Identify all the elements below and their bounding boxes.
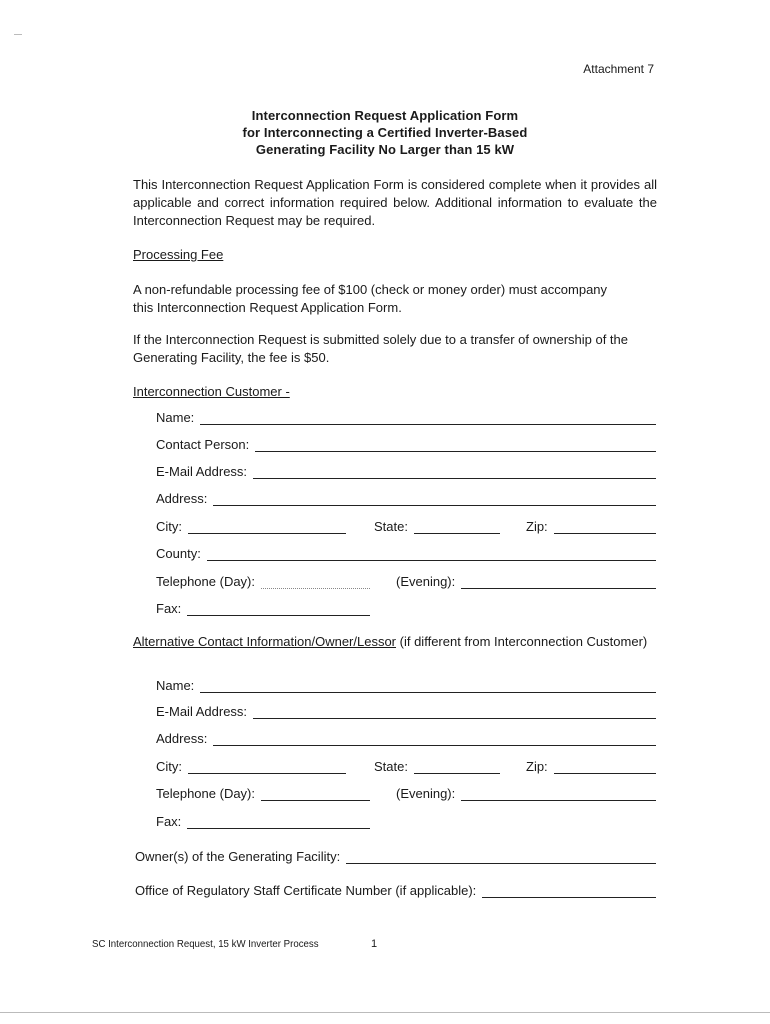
customer-zip-line[interactable]	[554, 519, 656, 534]
alternative-zip-label: Zip:	[526, 759, 548, 774]
alternative-telephone-evening-line[interactable]	[461, 786, 656, 801]
customer-address-field[interactable]	[156, 491, 656, 506]
alternative-contact-note: (if different from Interconnection Customer)	[399, 634, 648, 649]
customer-contact-line[interactable]	[255, 437, 656, 452]
customer-contact-label: Contact Person:	[156, 437, 250, 452]
customer-address-label: Address:	[156, 491, 208, 506]
customer-telephone-day-label: Telephone (Day):	[156, 574, 255, 589]
page-number: 1	[371, 938, 378, 950]
form-title-line-2: for Interconnecting a Certified Inverter-Based	[242, 125, 528, 140]
alternative-contact-heading-block	[133, 633, 657, 651]
alternative-fax-label: Fax:	[156, 814, 182, 829]
customer-email-label: E-Mail Address:	[156, 464, 248, 479]
attachment-label: Attachment 7	[583, 62, 654, 76]
customer-address-line[interactable]	[213, 491, 656, 506]
customer-telephone-day-field[interactable]	[156, 574, 370, 589]
alternative-contact-heading: Alternative Contact Information/Owner/Lessor	[133, 634, 397, 649]
customer-name-field[interactable]	[156, 410, 656, 425]
customer-email-line[interactable]	[253, 464, 656, 479]
alternative-name-field[interactable]	[156, 678, 656, 693]
customer-state-line[interactable]	[414, 519, 500, 534]
customer-county-field[interactable]	[156, 546, 656, 561]
customer-county-line[interactable]	[207, 546, 656, 561]
customer-city-label: City:	[156, 519, 182, 534]
page-bottom-edge	[0, 1012, 770, 1013]
scan-mark	[14, 34, 22, 35]
alternative-telephone-day-label: Telephone (Day):	[156, 786, 255, 801]
footer-text: SC Interconnection Request, 15 kW Inverter Process	[92, 938, 319, 950]
alternative-city-field[interactable]	[156, 759, 346, 774]
customer-county-label: County:	[156, 546, 201, 561]
customer-zip-field[interactable]	[526, 519, 656, 534]
alternative-state-line[interactable]	[414, 759, 500, 774]
customer-contact-field[interactable]	[156, 437, 656, 452]
customer-name-label: Name:	[156, 410, 195, 425]
customer-email-field[interactable]	[156, 464, 656, 479]
ors-certificate-field[interactable]	[135, 883, 656, 898]
alternative-city-line[interactable]	[188, 759, 346, 774]
customer-telephone-evening-line[interactable]	[461, 574, 656, 589]
owners-label: Owner(s) of the Generating Facility:	[135, 849, 341, 864]
alternative-address-label: Address:	[156, 731, 208, 746]
alternative-telephone-day-line[interactable]	[261, 786, 370, 801]
ors-certificate-label: Office of Regulatory Staff Certificate Number (if applicable):	[135, 883, 477, 898]
interconnection-customer-heading: Interconnection Customer -	[133, 384, 290, 399]
processing-fee-heading: Processing Fee	[133, 247, 224, 262]
alternative-zip-line[interactable]	[554, 759, 656, 774]
customer-state-field[interactable]	[374, 519, 500, 534]
alternative-city-label: City:	[156, 759, 182, 774]
customer-fax-field[interactable]	[156, 601, 370, 616]
ors-certificate-line[interactable]	[482, 883, 656, 898]
transfer-fee-paragraph: If the Interconnection Request is submitted solely due to a transfer of ownership of the Generating Facility, the fee is $50.	[133, 332, 629, 365]
processing-fee-paragraph: A non-refundable processing fee of $100 (check or money order) must accompany this Interconnection Request Application Form.	[133, 282, 608, 315]
customer-telephone-evening-label: (Evening):	[396, 574, 456, 589]
alternative-name-line[interactable]	[200, 678, 656, 693]
alternative-name-label: Name:	[156, 678, 195, 693]
alternative-fax-line[interactable]	[187, 814, 370, 829]
alternative-telephone-evening-label: (Evening):	[396, 786, 456, 801]
customer-fax-label: Fax:	[156, 601, 182, 616]
form-title-line-3: Generating Facility No Larger than 15 kW	[255, 142, 515, 157]
alternative-telephone-day-field[interactable]	[156, 786, 370, 801]
owners-field[interactable]	[135, 849, 656, 864]
alternative-zip-field[interactable]	[526, 759, 656, 774]
customer-telephone-day-line[interactable]	[261, 574, 370, 589]
alternative-state-label: State:	[374, 759, 408, 774]
owners-line[interactable]	[346, 849, 656, 864]
alternative-address-line[interactable]	[213, 731, 656, 746]
customer-fax-line[interactable]	[187, 601, 370, 616]
customer-state-label: State:	[374, 519, 408, 534]
alternative-address-field[interactable]	[156, 731, 656, 746]
alternative-email-field[interactable]	[156, 704, 656, 719]
customer-zip-label: Zip:	[526, 519, 548, 534]
alternative-fax-field[interactable]	[156, 814, 370, 829]
customer-city-line[interactable]	[188, 519, 346, 534]
intro-paragraph: This Interconnection Request Application Form is considered complete when it provides all applicable and correct information required below. Additional information to evaluate the Interconnection Request may be required.	[133, 177, 657, 228]
form-title-line-1: Interconnection Request Application Form	[251, 108, 519, 123]
alternative-email-label: E-Mail Address:	[156, 704, 248, 719]
customer-telephone-evening-field[interactable]	[396, 574, 656, 589]
alternative-state-field[interactable]	[374, 759, 500, 774]
customer-city-field[interactable]	[156, 519, 346, 534]
alternative-telephone-evening-field[interactable]	[396, 786, 656, 801]
customer-name-line[interactable]	[200, 410, 656, 425]
alternative-email-line[interactable]	[253, 704, 656, 719]
